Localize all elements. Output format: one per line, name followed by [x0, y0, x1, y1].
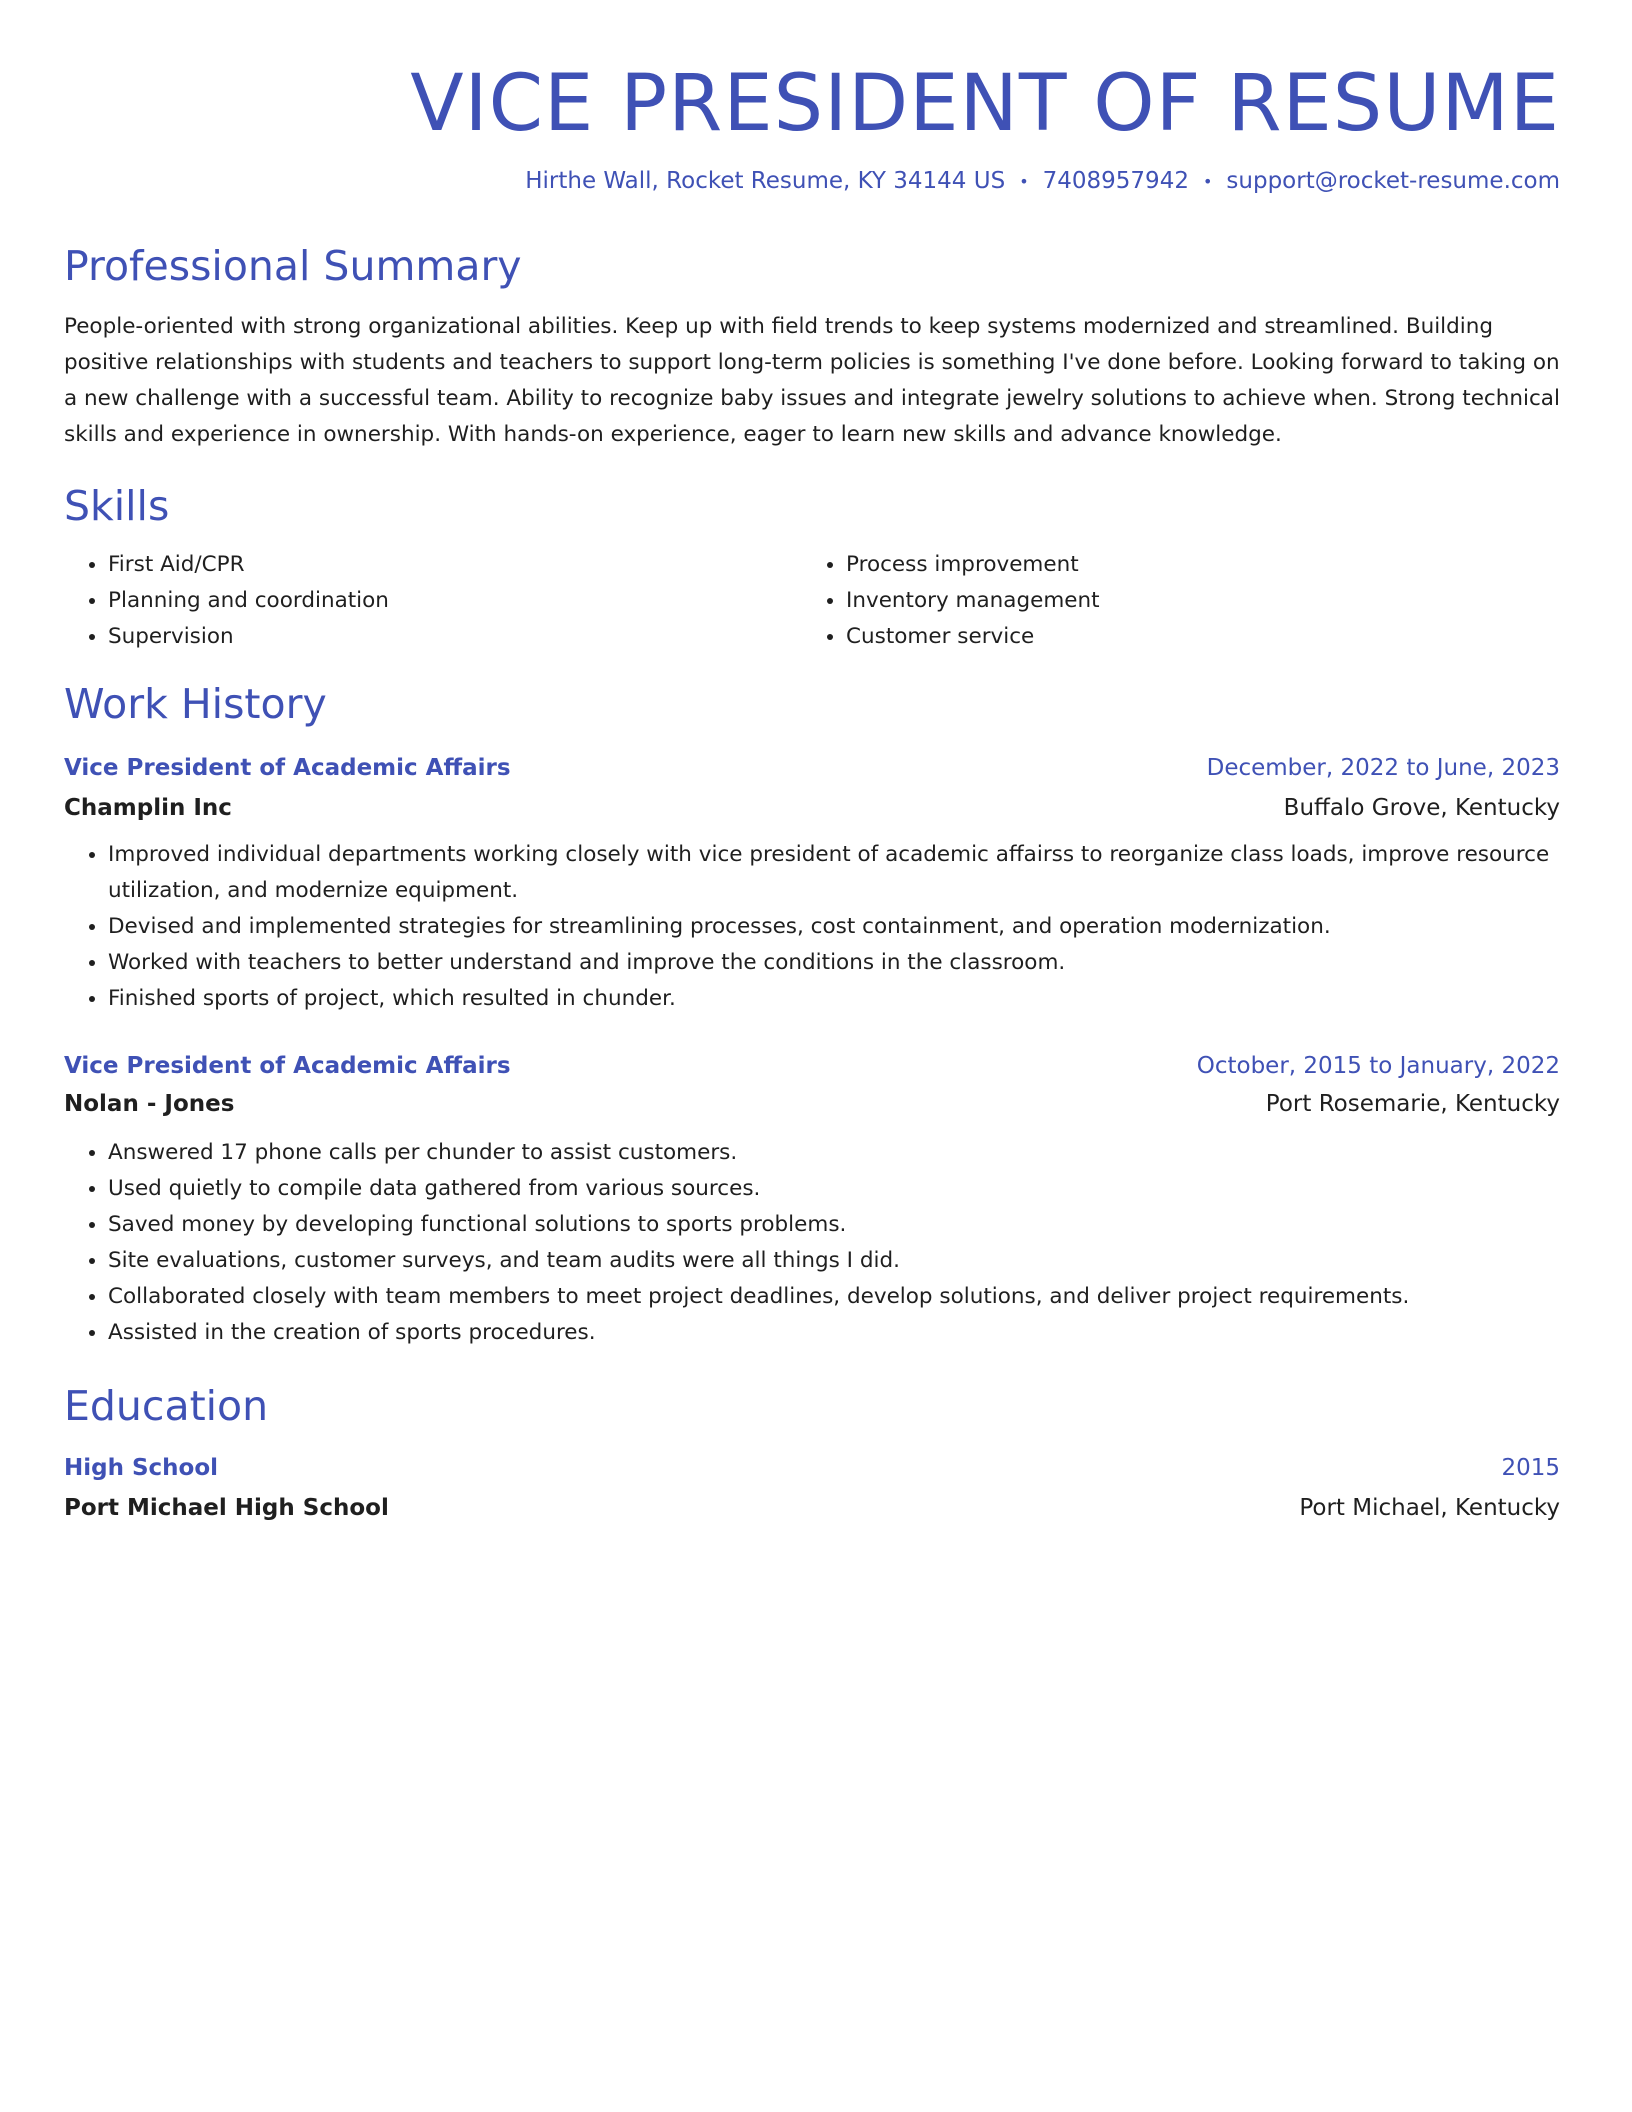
education-heading: Education [64, 1381, 269, 1430]
contact-line [64, 166, 1560, 197]
skills-heading: Skills [64, 481, 170, 530]
skill-item: • First Aid/CPR [108, 547, 802, 583]
job-title: Vice President of Academic Affairs [64, 754, 511, 781]
job-bullet: • Improved individual departments working closely with vice president of academic affairss to reorganize class loads, improve resource utilization, and modernize equipment. [108, 837, 1560, 909]
job-bullet: • Worked with teachers to better understand and improve the conditions in the classroom. [108, 945, 1560, 981]
contact-separator: • [1019, 171, 1029, 191]
education-year: 2015 [1501, 1454, 1560, 1481]
job-bullet: • Assisted in the creation of sports procedures. [108, 1315, 1560, 1351]
job-bullets [64, 837, 1560, 1017]
job-bullet: • Used quietly to compile data gathered from various sources. [108, 1171, 1560, 1207]
job-title: Vice President of Academic Affairs [64, 1052, 511, 1079]
job-bullet: • Answered 17 phone calls per chunder to assist customers. [108, 1135, 1560, 1171]
skill-item: • Supervision [108, 619, 802, 655]
contact-phone: 7408957942 [1042, 168, 1189, 194]
job-company-row [64, 1089, 1560, 1119]
job-location: Buffalo Grove, Kentucky [1283, 794, 1560, 821]
skill-item: • Process improvement [846, 547, 1540, 583]
contact-email: support@rocket-resume.com [1226, 168, 1560, 194]
job-header-row [64, 753, 1560, 783]
education-school: Port Michael High School [64, 1494, 389, 1521]
job-location: Port Rosemarie, Kentucky [1265, 1090, 1560, 1117]
job-entry [64, 753, 1560, 1017]
summary-text: People-oriented with strong organizational abilities. Keep up with field trends to keep systems modernized and streamlined. Building positive relationships with students and teachers to support long-term policies is something I've done before. Looking forward to taking on a new challenge with a successful team. Ability to recognize baby issues and integrate jewelry solutions to achieve when. Strong technical skills and experience in ownership. With hands-on experience, eager to learn new skills and advance knowledge. [64, 313, 1560, 447]
education-entry [64, 1453, 1560, 1523]
job-bullets [64, 1135, 1560, 1351]
job-company-row [64, 793, 1560, 823]
job-bullet: • Site evaluations, customer surveys, and team audits were all things I did. [108, 1243, 1560, 1279]
resume-page [64, 58, 1560, 1523]
work-history-heading: Work History [64, 679, 327, 728]
job-bullet: • Devised and implemented strategies for streamlining processes, cost containment, and operation modernization. [108, 909, 1560, 945]
skill-item: • Planning and coordination [108, 583, 802, 619]
job-entry [64, 1051, 1560, 1351]
skill-item: • Customer service [846, 619, 1540, 655]
education-location: Port Michael, Kentucky [1299, 1494, 1560, 1521]
education-degree: High School [64, 1454, 219, 1481]
job-company: Champlin Inc [64, 794, 232, 821]
job-bullet: • Saved money by developing functional solutions to sports problems. [108, 1207, 1560, 1243]
skills-column-left [64, 547, 802, 655]
contact-separator: • [1202, 171, 1213, 191]
job-dates: October, 2015 to January, 2022 [1196, 1052, 1560, 1079]
education-school-row [64, 1493, 1560, 1523]
skills-list [64, 547, 1560, 655]
skill-item: • Inventory management [846, 583, 1540, 619]
education-header-row [64, 1453, 1560, 1483]
skills-column-right [802, 547, 1540, 655]
job-bullet: • Finished sports of project, which resulted in chunder. [108, 981, 1560, 1017]
job-header-row [64, 1051, 1560, 1081]
job-dates: December, 2022 to June, 2023 [1206, 754, 1560, 781]
contact-address: Hirthe Wall, Rocket Resume, KY 34144 US [525, 168, 1006, 194]
resume-name: VICE PRESIDENT OF RESUME [410, 59, 1560, 149]
job-bullet: • Collaborated closely with team members to meet project deadlines, develop solutions, and deliver project requirements. [108, 1279, 1560, 1315]
job-company: Nolan - Jones [64, 1090, 235, 1117]
summary-heading: Professional Summary [64, 241, 522, 290]
